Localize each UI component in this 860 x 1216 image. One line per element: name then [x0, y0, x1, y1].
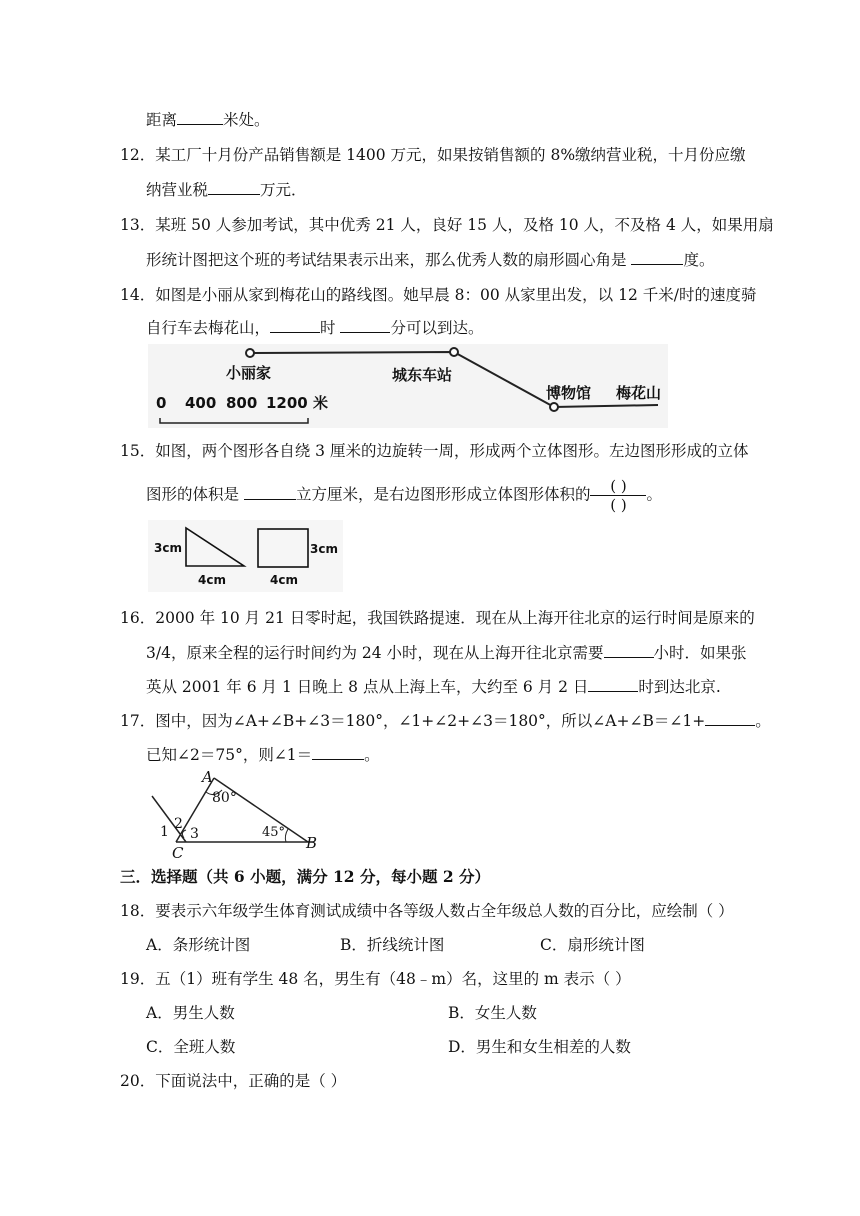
angle-1-label: 1: [160, 824, 169, 840]
text: 17．图中，因为∠A+∠B+∠3＝180°，∠1+∠2+∠3＝180°，所以∠A+∠B＝∠1+: [120, 712, 706, 730]
fraction-denominator: ( ): [610, 496, 627, 514]
text: 。: [755, 712, 771, 730]
angle-a-value: 80°: [212, 790, 237, 806]
q12-line1: 12．某工厂十月份产品销售额是 1400 万元，如果按销售额的 8%缴纳营业税，十月份应缴: [120, 146, 746, 164]
q13-line2: [146, 250, 714, 270]
triangle-height-label: 3cm: [154, 541, 182, 555]
text: 度。: [683, 251, 715, 269]
text: 时到达北京.: [638, 678, 721, 696]
vertex-a-label: A: [202, 768, 213, 786]
shapes-figure: [148, 520, 343, 592]
home-label: 小丽家: [226, 364, 272, 382]
text: 纳营业税: [146, 181, 209, 199]
rectangle-width-label: 4cm: [270, 573, 298, 587]
answer-blank[interactable]: [312, 745, 364, 760]
answer-blank[interactable]: [340, 318, 390, 333]
answer-blank[interactable]: [604, 643, 654, 658]
section-3-heading: 三．选择题（共 6 小题，满分 12 分，每小题 2 分）: [120, 867, 491, 886]
text: 图形的体积是: [146, 485, 244, 504]
text: 分可以到达。: [390, 319, 484, 337]
q19-option-c[interactable]: C．全班人数: [146, 1038, 236, 1056]
q15-line1: 15．如图，两个图形各自绕 3 厘米的边旋转一周，形成两个立体图形。左边图形形成的立体: [120, 442, 749, 460]
q14-line1: 14．如图是小丽从家到梅花山的路线图。她早晨 8：00 从家里出发，以 12 千米/时的速度骑: [120, 286, 757, 304]
answer-blank[interactable]: [705, 711, 755, 726]
angle-b-value: 45°: [262, 825, 286, 840]
text: 自行车去梅花山，: [146, 319, 271, 337]
scale-label-1200: 1200 米: [266, 394, 328, 412]
text: 时: [320, 319, 341, 337]
text: 。: [364, 746, 380, 764]
angle-3-label: 3: [190, 826, 199, 842]
vertex-c-label: C: [172, 844, 184, 860]
triangle-width-label: 4cm: [198, 573, 226, 587]
q12-line2: [146, 180, 307, 200]
q16-line2: [146, 643, 747, 663]
home-point: [246, 349, 254, 357]
q17-line1: [120, 711, 771, 731]
text: 小时．如果张: [653, 644, 747, 662]
text: 距离: [146, 111, 178, 129]
q14-line2: [146, 318, 483, 338]
q19-option-a[interactable]: A．男生人数: [146, 1004, 235, 1022]
q20-stem: 20．下面说法中，正确的是（ ）: [120, 1072, 347, 1090]
q13-line1: 13．某班 50 人参加考试，其中优秀 21 人，良好 15 人，及格 10 人，不及格 4 人，如果用扇: [120, 216, 774, 234]
q17-line2: [146, 745, 380, 765]
museum-label: 博物馆: [546, 384, 592, 402]
scale-label-0: 0: [156, 394, 167, 412]
answer-blank[interactable]: [177, 110, 223, 125]
museum-point: [550, 403, 558, 411]
q18-option-a[interactable]: A．条形统计图: [146, 936, 251, 954]
route-map-figure: [148, 344, 668, 428]
q18-option-b[interactable]: B．折线统计图: [340, 936, 445, 954]
q19-stem: 19．五（1）班有学生 48 名，男生有（48﹣m）名，这里的 m 表示（ ）: [120, 970, 631, 988]
q18-option-c[interactable]: C．扇形统计图: [540, 936, 645, 954]
answer-blank[interactable]: [631, 250, 683, 265]
angle-figure: [146, 768, 326, 860]
q16-line3: [146, 677, 721, 697]
mountain-label: 梅花山: [616, 384, 662, 402]
text: 米处。: [223, 111, 270, 129]
figure-background: [148, 520, 343, 592]
text: 英从 2001 年 6 月 1 日晚上 8 点从上海上车，大约至 6 月 2 日: [146, 678, 589, 696]
text: 已知∠2＝75°，则∠1＝: [146, 746, 313, 764]
text: 形统计图把这个班的考试结果表示出来，那么优秀人数的扇形圆心角是: [146, 251, 632, 269]
scale-label-400: 400: [185, 394, 217, 412]
text: 立方厘米，是右边图形形成立体图形体积的: [295, 485, 591, 504]
q15-line2: [146, 478, 662, 513]
fraction-numerator: ( ): [610, 477, 627, 495]
side-ab: [214, 778, 308, 842]
text: 3/4，原来全程的运行时间约为 24 小时，现在从上海开往北京需要: [146, 644, 604, 662]
answer-blank[interactable]: [244, 485, 296, 500]
vertex-b-label: B: [306, 834, 318, 852]
text: 万元．: [260, 181, 307, 199]
answer-blank[interactable]: [270, 318, 320, 333]
q18-stem: 18．要表示六年级学生体育测试成绩中各等级人数占全年级总人数的百分比，应绘制（ ）: [120, 902, 734, 920]
station-point: [450, 348, 458, 356]
answer-blank[interactable]: [588, 677, 638, 692]
scale-label-800: 800: [226, 394, 258, 412]
q19-option-d[interactable]: D．男生和女生相差的人数: [448, 1038, 631, 1056]
q19-option-b[interactable]: B．女生人数: [448, 1004, 537, 1022]
answer-blank[interactable]: [208, 180, 260, 195]
angle-2-label: 2: [174, 816, 183, 832]
rectangle-height-label: 3cm: [310, 542, 338, 556]
text: 。: [646, 485, 662, 504]
fraction-blank[interactable]: [590, 478, 646, 513]
station-label: 城东车站: [392, 366, 453, 384]
q16-line1: 16．2000 年 10 月 21 日零时起，我国铁路提速．现在从上海开往北京的运行时间是原来的: [120, 609, 755, 627]
q11-continuation: [146, 110, 270, 130]
angle-b-arc: [285, 829, 288, 842]
